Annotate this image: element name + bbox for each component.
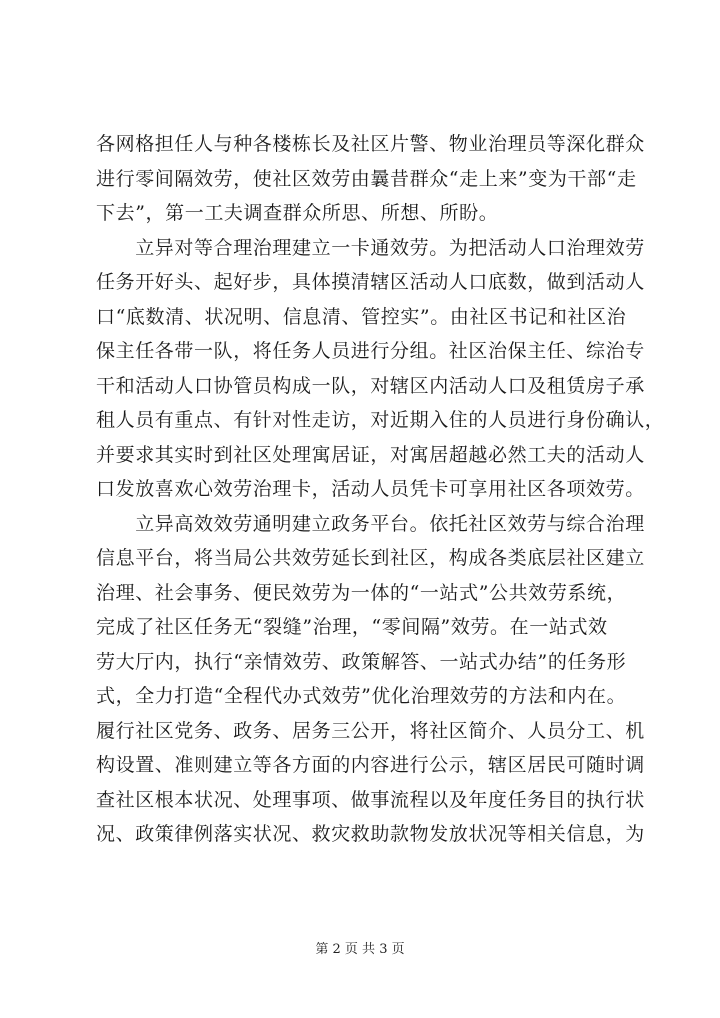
text-line: 租人员有重点、有针对性走访，对近期入住的人员进行身份确认， <box>96 409 665 431</box>
text-line: 构设置、准则建立等各方面的内容进行公示，辖区居民可随时调 <box>96 754 645 776</box>
text-line: 保主任各带一队，将任务人员进行分组。社区治保主任、综治专 <box>96 340 645 362</box>
body-text <box>96 127 665 852</box>
text-line: 治理、社会事务、便民效劳为一体的“一站式”公共效劳系统， <box>96 581 627 604</box>
text-line: 各网格担任人与种各楼栋长及社区片警、物业治理员等深化群众 <box>96 133 645 155</box>
text-line: 立异高效效劳通明建立政务平台。依托社区效劳与综合治理 <box>96 512 645 535</box>
text-line: 下去”，第一工夫调查群众所思、所想、所盼。 <box>96 202 499 224</box>
text-line: 劳大厅内，执行“亲情效劳、政策解答、一站式办结”的任务形 <box>96 650 627 673</box>
text-line: 口发放喜欢心效劳治理卡，活动人员凭卡可享用社区各项效劳。 <box>96 478 645 500</box>
text-line: 立异对等合理治理建立一卡通效劳。为把活动人口治理效劳 <box>96 236 645 259</box>
text-line: 履行社区党务、政务、居务三公开，将社区简介、人员分工、机 <box>96 719 645 742</box>
text-line: 干和活动人口协管员构成一队，对辖区内活动人口及租赁房子承 <box>96 374 645 397</box>
text-line: 完成了社区任务无“裂缝”治理，“零间隔”效劳。在一站式效 <box>96 616 608 638</box>
text-line: 况、政策律例落实状况、救灾救助款物发放状况等相关信息，为 <box>96 823 645 845</box>
text-line: 进行零间隔效劳，使社区效劳由曩昔群众“走上来”变为干部“走 <box>96 167 637 190</box>
text-line: 任务开好头、起好步，具体摸清辖区活动人口底数，做到活动人 <box>96 271 645 293</box>
text-line: 式，全力打造“全程代办式效劳”优化治理效劳的方法和内在。 <box>96 685 627 707</box>
text-line: 信息平台，将当局公共效劳延长到社区，构成各类底层社区建立 <box>96 547 645 569</box>
text-line: 并要求其实时到社区处理寓居证，对寓居超越必然工夫的活动人 <box>96 443 645 466</box>
text-line: 查社区根本状况、处理事项、做事流程以及年度任务目的执行状 <box>96 788 645 811</box>
text-line: 口“底数清、状况明、信息清、管控实”。由社区书记和社区治 <box>96 305 627 328</box>
page-number: 第 2 页 共 3 页 <box>315 942 405 957</box>
